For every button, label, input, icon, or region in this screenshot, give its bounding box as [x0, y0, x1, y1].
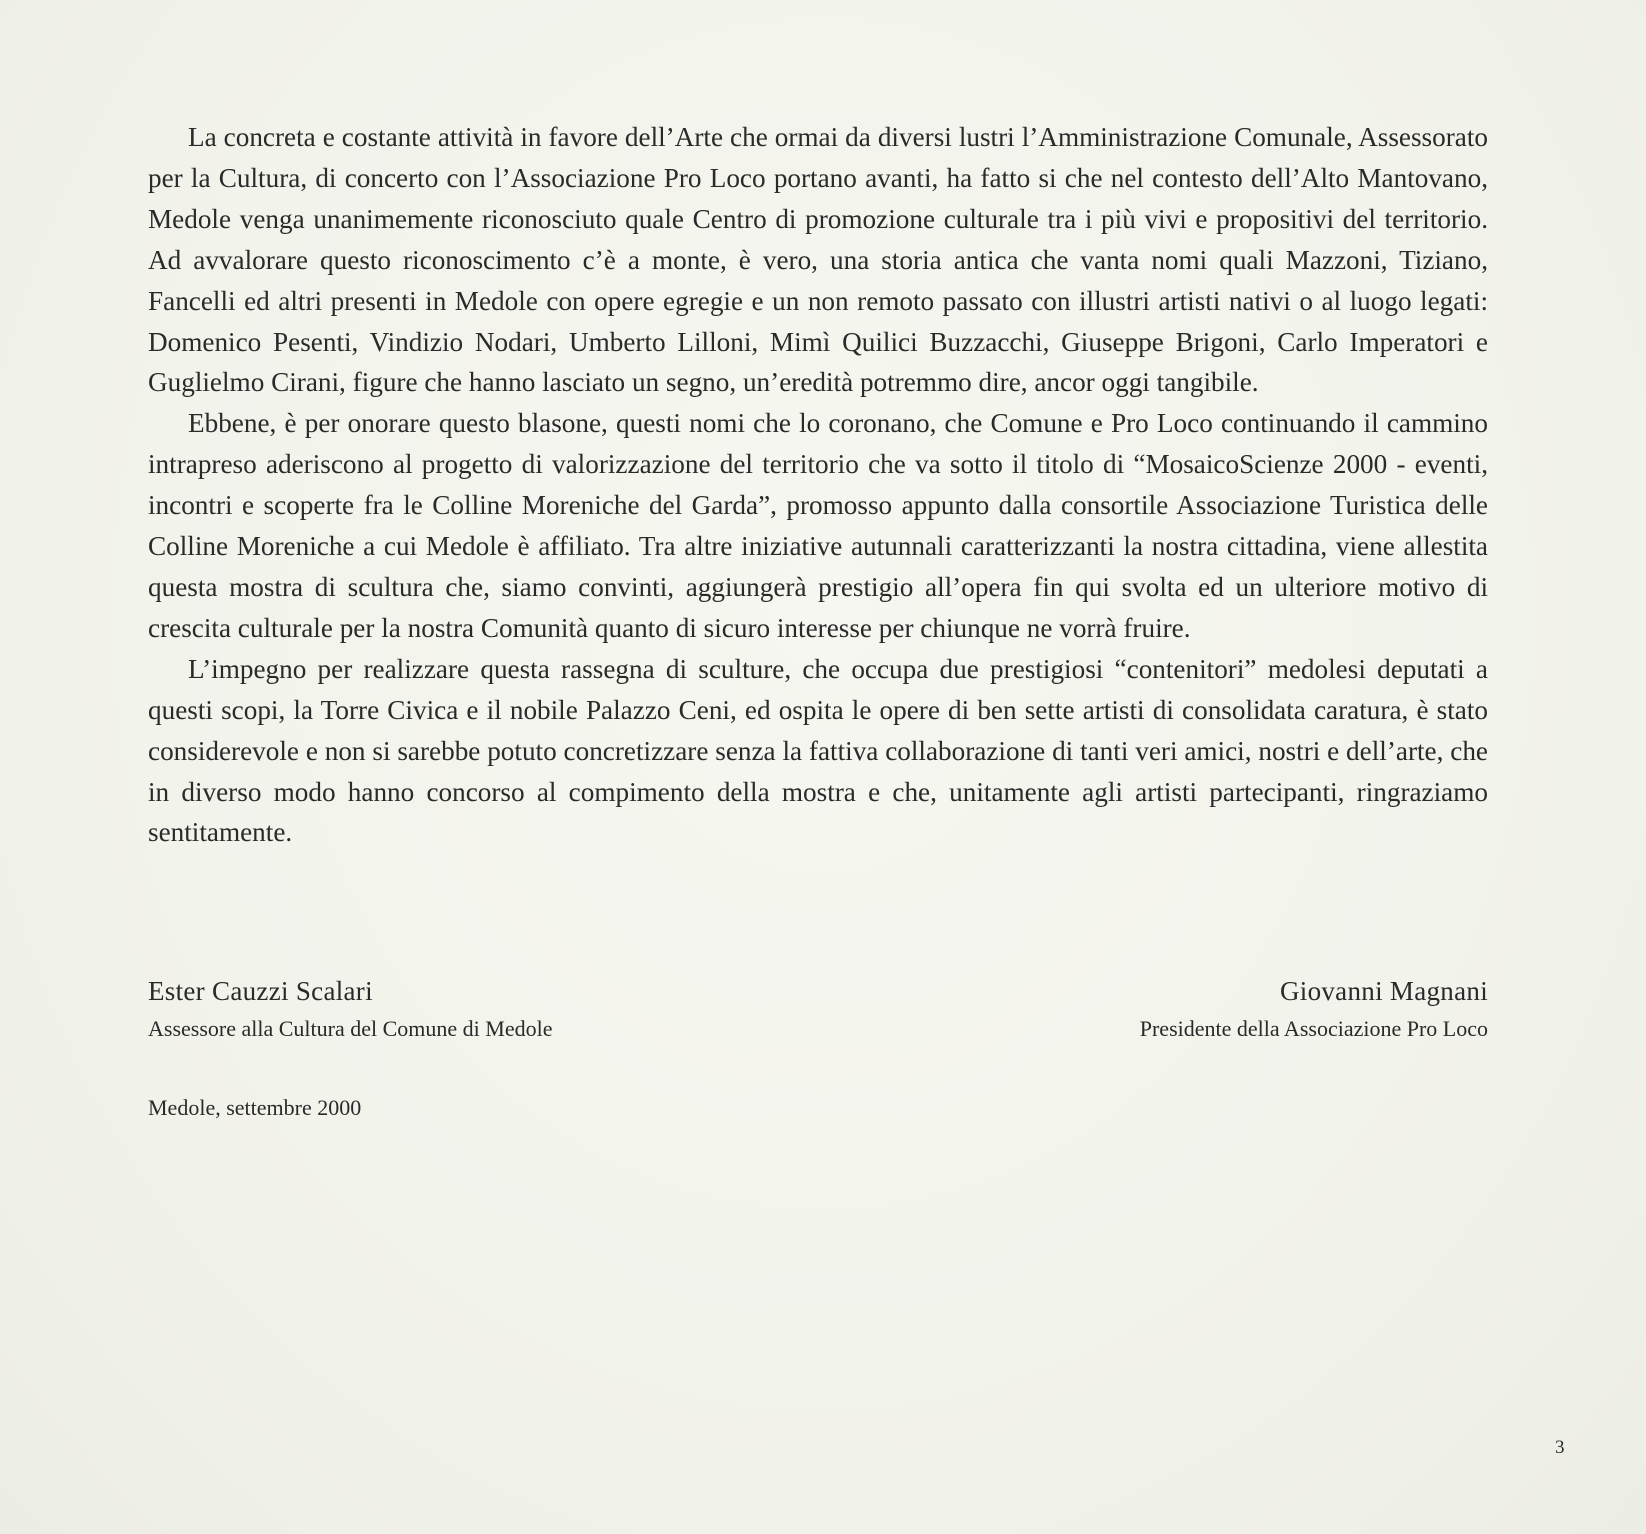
- signatory-name: Ester Cauzzi Scalari: [148, 976, 373, 1006]
- signatory-name: Giovanni Magnani: [1279, 976, 1488, 1006]
- signatory-role: Assessore alla Cultura del Comune di Medole: [148, 1016, 553, 1041]
- paragraph-2: Ebbene, è per onorare questo blasone, questi nomi che lo coronano, che Comune e Pro Loco continuando il cammino intrapreso aderiscono al progetto di valorizzazione del territorio che va sotto il titolo di “MosaicoScienze 2000 - eventi, incontri e scoperte fra le Colline Moreniche del Garda”, promosso appunto dalla consortile Associazione Turistica delle Colline Moreniche a cui Medole è affiliato. Tra altre iniziative autunnali caratterizzanti la nostra cittadina, viene allestita questa mostra di scultura che, siamo convinti, aggiungerà prestigio all’opera fin qui svolta ed un ulteriore motivo di crescita culturale per la nostra Comunità quanto di sicuro interesse per chiunque ne vorrà fruire.: [148, 408, 1488, 643]
- paragraph-1: La concreta e costante attività in favore dell’Arte che ormai da diversi lustri l’Amministrazione Comunale, Assessorato per la Cultura, di concerto con l’Associazione Pro Loco portano avanti, ha fatto si che nel contesto dell’Alto Mantovano, Medole venga unanimemente riconosciuto quale Centro di promozione culturale tra i più vivi e propositivi del territorio. Ad avvalorare questo riconoscimento c’è a monte, è vero, una storia antica che vanta nomi quali Mazzoni, Tiziano, Fancelli ed altri presenti in Medole con opere egregie e un non remoto passato con illustri artisti nativi o al luogo legati: Domenico Pesenti, Vindizio Nodari, Umberto Lilloni, Mimì Quilici Buzzacchi, Giuseppe Brigoni, Carlo Imperatori e Guglielmo Cirani, figure che hanno lasciato un segno, un’eredità potremmo dire, ancor oggi tangibile.: [148, 122, 1488, 398]
- signatory-role: Presidente della Associazione Pro Loco: [1139, 1016, 1488, 1041]
- signature-left: [148, 971, 552, 1047]
- page-number: 3: [1555, 1437, 1565, 1458]
- signature-right: [1140, 971, 1488, 1047]
- paragraph-3: L’impegno per realizzare questa rassegna di sculture, che occupa due prestigiosi “contenitori” medolesi deputati a questi scopi, la Torre Civica e il nobile Palazzo Ceni, ed ospita le opere di ben sette artisti di consolidata caratura, è stato considerevole e non si sarebbe potuto concretizzare senza la fattiva collaborazione di tanti veri amici, nostri e dell’arte, che in diverso modo hanno concorso al compimento della mostra e che, unitamente agli artisti partecipanti, ringraziamo sentitamente.: [148, 653, 1488, 848]
- body-text: [148, 117, 1488, 853]
- place-date: Medole, settembre 2000: [148, 1095, 362, 1120]
